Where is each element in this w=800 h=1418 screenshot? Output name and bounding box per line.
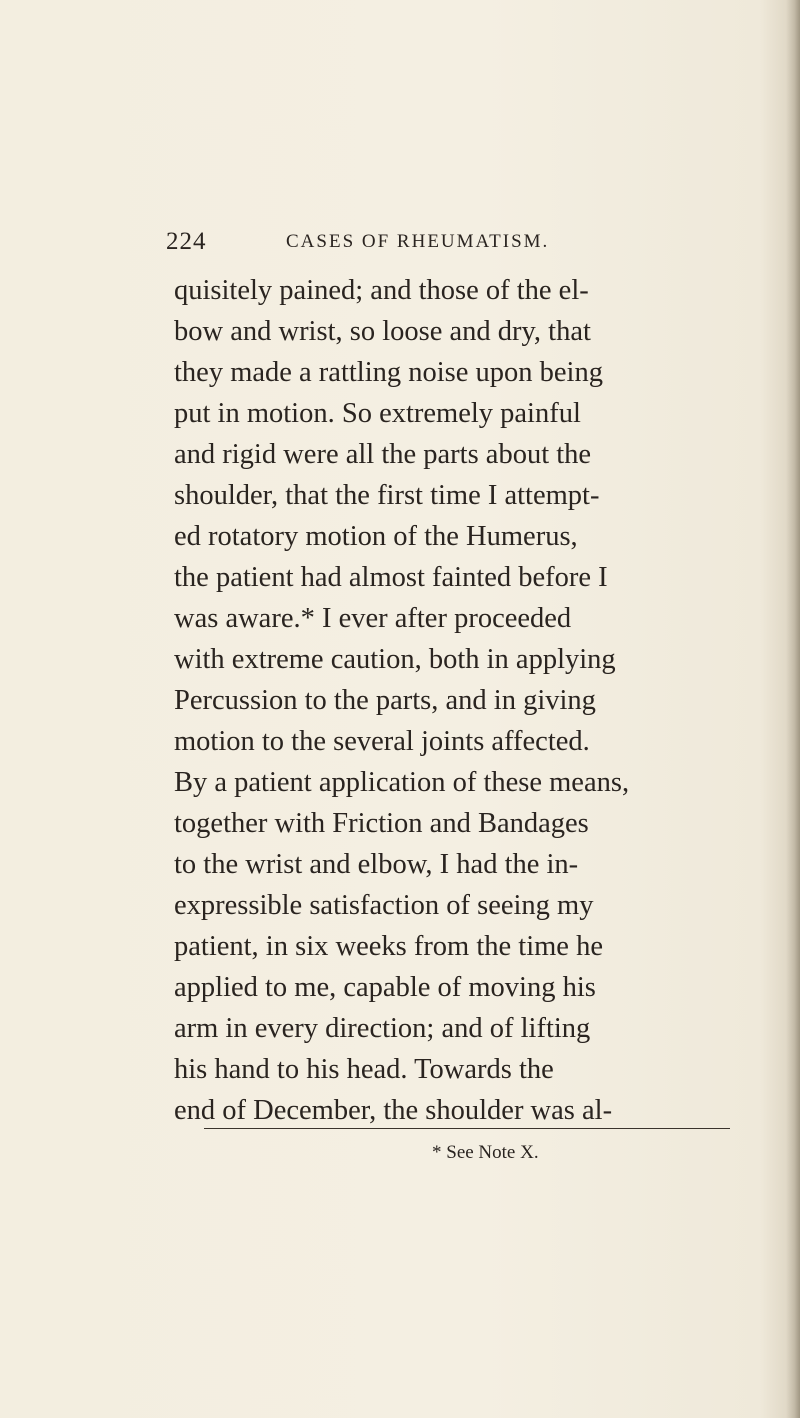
- text-line: ed rotatory motion of the Humerus,: [174, 521, 578, 552]
- text-line: arm in every direction; and of lifting: [174, 1013, 591, 1044]
- text-line: they made a rattling noise upon being: [174, 357, 603, 388]
- text-line: his hand to his head. Towards the: [174, 1054, 554, 1085]
- text-line: Percussion to the parts, and in giving: [174, 685, 596, 716]
- text-line: patient, in six weeks from the time he: [174, 931, 603, 962]
- running-head: [166, 228, 666, 262]
- text-line: expressible satisfaction of seeing my: [174, 890, 594, 921]
- text-line: applied to me, capable of moving his: [174, 972, 596, 1003]
- text-line: to the wrist and elbow, I had the in-: [174, 849, 579, 880]
- text-line: put in motion. So extremely painful: [174, 398, 581, 429]
- page-number: 224: [166, 228, 207, 255]
- text-line: bow and wrist, so loose and dry, that: [174, 316, 591, 347]
- footnote: * See Note X.: [432, 1142, 539, 1163]
- running-title: CASES OF RHEUMATISM.: [286, 231, 550, 252]
- text-line: with extreme caution, both in applying: [174, 644, 616, 675]
- body-text: [174, 270, 734, 1131]
- page-edge-shadow: [786, 0, 800, 1418]
- footnote-divider: [204, 1128, 730, 1129]
- text-line: shoulder, that the first time I attempt-: [174, 480, 600, 511]
- text-line: was aware.* I ever after proceeded: [174, 603, 572, 634]
- text-line: the patient had almost fainted before I: [174, 562, 608, 593]
- text-line: By a patient application of these means,: [174, 767, 630, 798]
- text-line: together with Friction and Bandages: [174, 808, 589, 839]
- text-line: and rigid were all the parts about the: [174, 439, 592, 470]
- text-line: motion to the several joints affected.: [174, 726, 590, 757]
- text-line: end of December, the shoulder was al-: [174, 1095, 613, 1126]
- text-line: quisitely pained; and those of the el-: [174, 275, 589, 306]
